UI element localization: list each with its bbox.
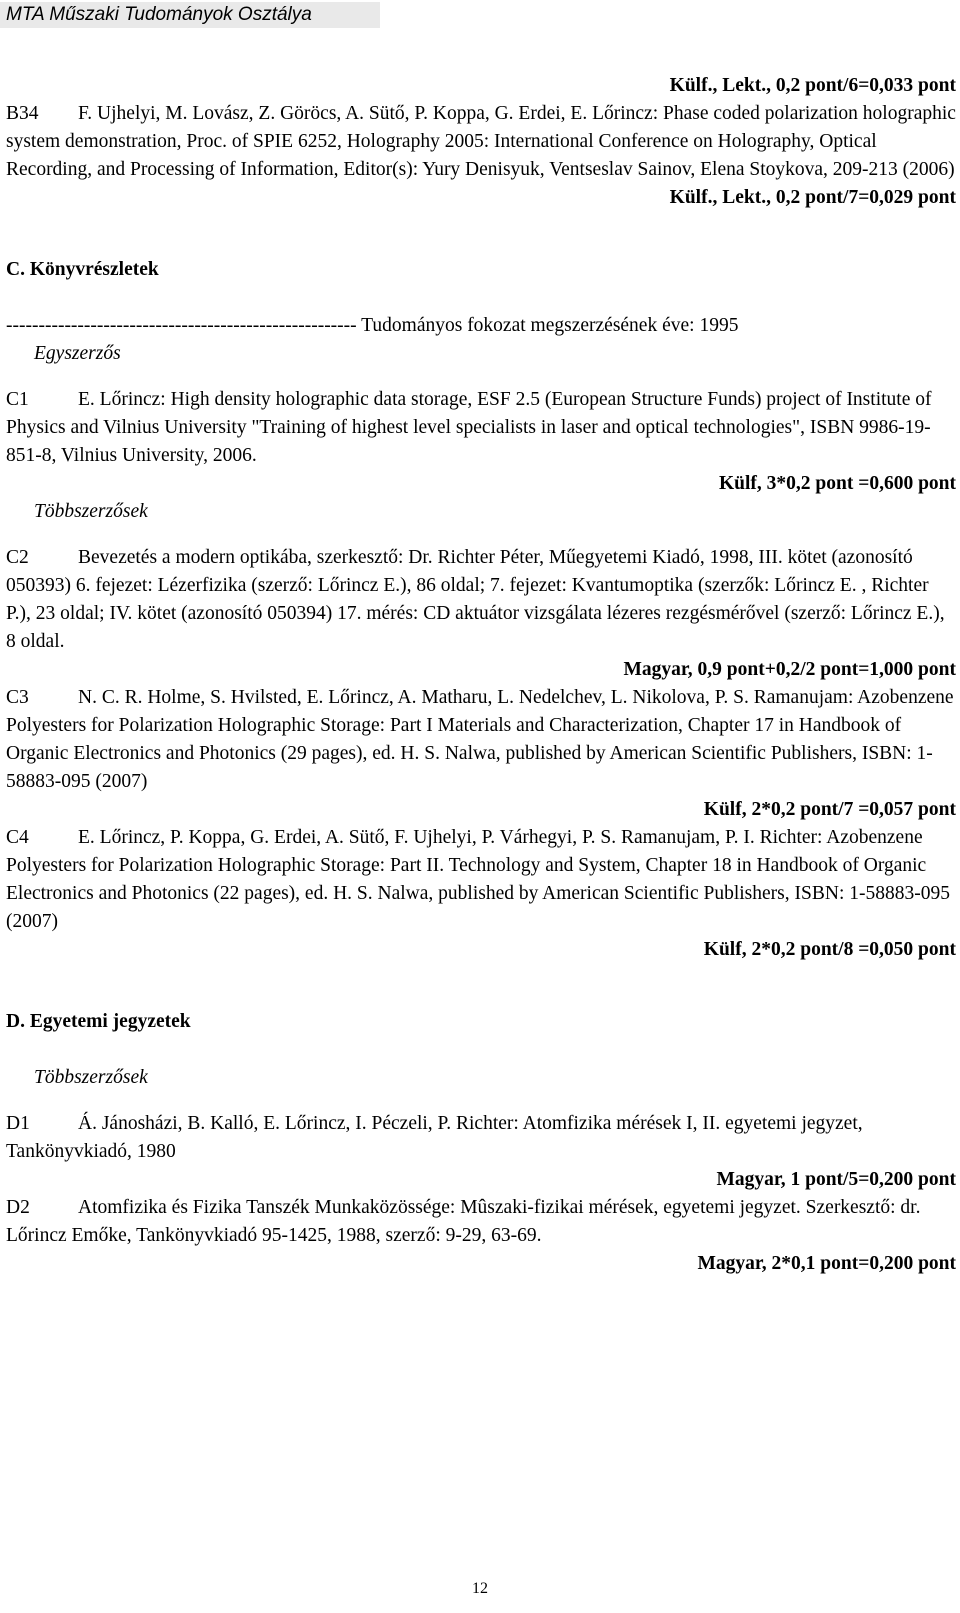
page-header: MTA Műszaki Tudományok Osztálya [0,2,380,28]
entry-number: C2 [6,547,29,568]
entry-c3 [6,684,956,796]
entry-number: C3 [6,687,29,708]
section-title-c: C. Könyvrészletek [6,259,159,280]
entry-text: F. Ujhelyi, M. Lovász, Z. Göröcs, A. Sütő, P. Koppa, G. Erdei, E. Lőrincz: Phase coded polarization holographic system demonstration, Proc. of SPIE 6252, Holography 2005: International Conference on Holography, Optical Recording, and Processing of Information, Editor(s): Yury Denisyuk, Ventseslav Sainov, Elena Stoykova, 209-213 (2006) [6,103,956,180]
subheading: Egyszerzős [34,343,121,364]
entry-text: E. Lőrincz: High density holographic data storage, ESF 2.5 (European Structure Funds) project of Institute of Physics and Vilnius University "Training of highest level specialists in laser and optical technologies", ISBN 9986-19-851-8, Vilnius University, 2006. [6,389,932,466]
entry-text: Bevezetés a modern optikába, szerkesztő: Dr. Richter Péter, Műegyetemi Kiadó, 1998, III. kötet (azonosító 050393) 6. fejezet: Lézerfizika (szerző: Lőrincz E.), 86 oldal; 7. fejezet: Kvantumoptika (szerzők: Lőrincz E. , Richter P.), 23 oldal; IV. kötet (azonosító 050394) 17. mérés: CD aktuátor vizsgálata lézeres rezgésmérővel (szerző: Lőrincz E.), 8 oldal. [6,547,945,652]
entry-c2 [6,544,956,656]
entry-d1 [6,1110,956,1166]
section-title-d: D. Egyetemi jegyzetek [6,1011,191,1032]
entry-number: C1 [6,389,29,410]
entry-c1 [6,386,956,470]
entry-d2 [6,1194,956,1250]
subheading: Többszerzősek [34,1067,148,1088]
entry-number: C4 [6,827,29,848]
entry-text: Á. Jánosházi, B. Kalló, E. Lőrincz, I. Péczeli, P. Richter: Atomfizika mérések I, II. egyetemi jegyzet, Tankönyvkiadó, 1980 [6,1113,863,1162]
entry-number: D2 [6,1197,30,1218]
entry-text: E. Lőrincz, P. Koppa, G. Erdei, A. Sütő, F. Ujhelyi, P. Várhegyi, P. S. Ramanujam, P. I. Richter: Azobenzene Polyesters for Polarization Holographic Storage: Part II. Technology and System, Chapter 18 in Handbook of Organic Electronics and Photonics (22 pages), ed. H. S. Nalwa, published by American Scientific Publishers, ISBN: 1-58883-095 (2007) [6,827,950,932]
entry-c4 [6,824,956,936]
page-number: 12 [472,1580,488,1597]
entry-text: Atomfizika és Fizika Tanszék Munkaközössége: Mûszaki-fizikai mérések, egyetemi jegyzet. Szerkesztő: dr. Lőrincz Emőke, Tankönyvkiadó 95-1425, 1988, szerző: 9-29, 63-69. [6,1197,921,1246]
score-line: Külf, 2*0,2 pont/7 =0,057 pont [703,799,956,820]
score-line: Külf., Lekt., 0,2 pont/7=0,029 pont [669,187,956,208]
score-line: Külf., Lekt., 0,2 pont/6=0,033 pont [669,75,956,96]
score-line: Magyar, 2*0,1 pont=0,200 pont [697,1253,956,1274]
entry-number: B34 [6,103,39,124]
score-line: Magyar, 0,9 pont+0,2/2 pont=1,000 pont [623,659,956,680]
entry-text: N. C. R. Holme, S. Hvilsted, E. Lőrincz, A. Matharu, L. Nedelchev, L. Nikolova, P. S. Ramanujam: Azobenzene Polyesters for Polarization Holographic Storage: Part I Materials and Characterization, Chapter 17 in Handbook of Organic Electronics and Photonics (29 pages), ed. H. S. Nalwa, published by American Scientific Publishers, ISBN: 1-58883-095 (2007) [6,687,954,792]
entry-number: D1 [6,1113,30,1134]
score-line: Külf, 2*0,2 pont/8 =0,050 pont [703,939,956,960]
dash-line: ------------------------------------------------------ Tudományos fokozat megszerzésének éve: 1995 [6,315,739,336]
score-line: Magyar, 1 pont/5=0,200 pont [716,1169,956,1190]
subheading: Többszerzősek [34,501,148,522]
entry-b34 [6,100,956,184]
document-body [6,72,956,1278]
score-line: Külf, 3*0,2 pont =0,600 pont [718,473,956,494]
